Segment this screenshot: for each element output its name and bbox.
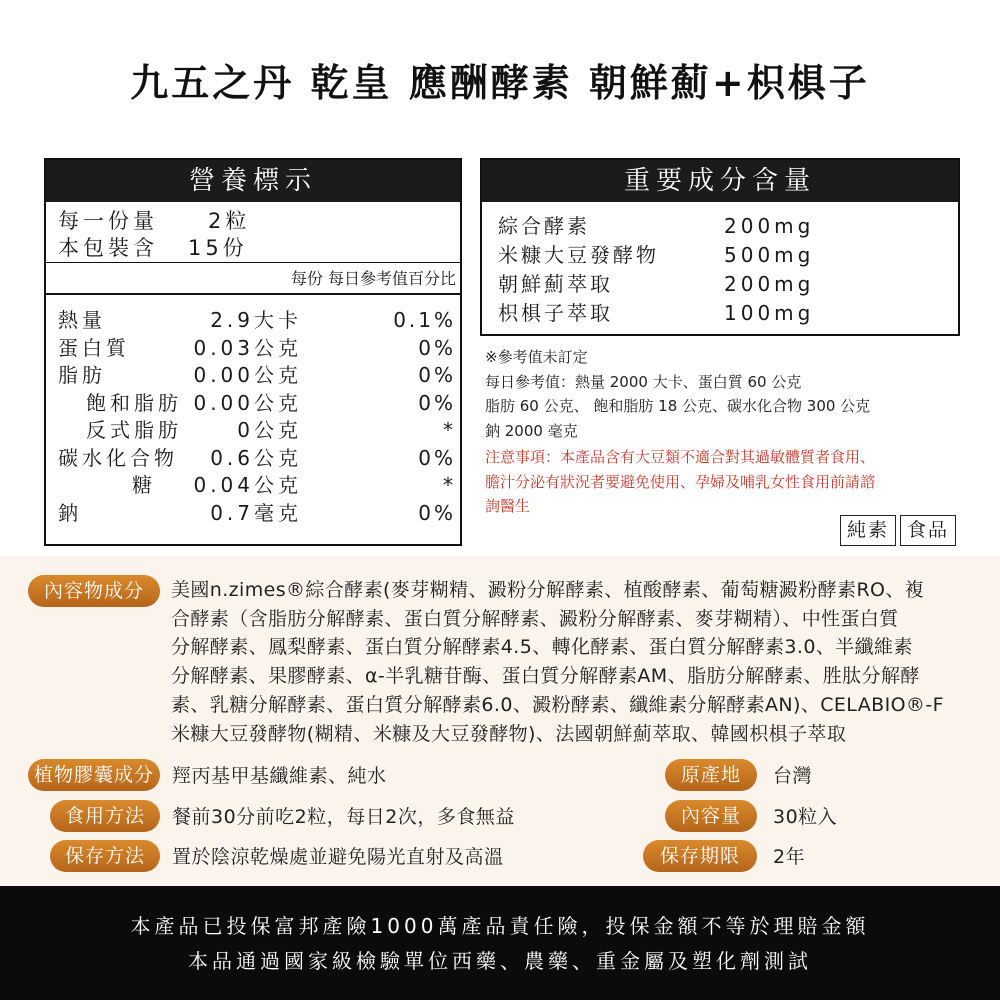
page-title: 九五之丹 乾皇 應酬酵素 朝鮮薊+枳椇子 bbox=[130, 61, 870, 105]
package-value: 15份 bbox=[188, 236, 248, 260]
nutrition-rows bbox=[46, 295, 460, 527]
nutrition-row bbox=[46, 417, 460, 445]
origin-label: 原產地 bbox=[665, 759, 757, 791]
nutrient-percent: * bbox=[443, 418, 456, 442]
contents-line: 分解酵素、果膠酵素、α-半乳糖苷酶、蛋白質分解酵素AM、脂肪分解酵素、胜肽分解酵 bbox=[171, 665, 920, 688]
nutrient-name: 鈉 bbox=[58, 500, 82, 525]
capsule-label: 植物膠囊成分 bbox=[28, 759, 160, 791]
capsule-value: 羥丙基甲基纖維素、純水 bbox=[172, 765, 387, 787]
food-tag: 食品 bbox=[900, 515, 956, 546]
nutrient-percent: 0.1% bbox=[393, 308, 456, 332]
nutrient-amount: 0.00公克 bbox=[193, 363, 302, 387]
serving-label: 每一份量 bbox=[58, 209, 158, 233]
ingredient-row bbox=[482, 212, 958, 241]
storage-label: 保存方法 bbox=[50, 840, 160, 872]
nutrient-percent: * bbox=[443, 473, 456, 497]
vegan-tag: 純素 bbox=[840, 515, 896, 546]
nutrient-amount: 2.9大卡 bbox=[210, 308, 302, 332]
nutrient-percent: 0% bbox=[418, 363, 456, 387]
reference-notes bbox=[485, 345, 965, 519]
ingredient-amount: 200mg bbox=[724, 214, 815, 238]
ingredient-row bbox=[482, 299, 958, 328]
nutrient-name: 飽和脂肪 bbox=[86, 390, 182, 415]
nutrient-name: 脂肪 bbox=[58, 363, 106, 387]
nutrient-percent: 0% bbox=[418, 500, 456, 525]
ingredient-amount: 200mg bbox=[724, 272, 815, 296]
nutrition-row bbox=[46, 335, 460, 363]
nutrient-name: 糖 bbox=[132, 473, 156, 497]
quantity-label: 內容量 bbox=[665, 800, 757, 832]
key-ingredients-panel bbox=[480, 158, 960, 336]
serving-info bbox=[46, 202, 460, 263]
nutrient-amount: 0.00公克 bbox=[193, 390, 302, 415]
nutrient-amount: 0.03公克 bbox=[193, 335, 302, 360]
warning-line: 注意事項：本產品含有大豆類不適合對其過敏體質者食用、 bbox=[485, 448, 876, 466]
quantity-value: 30粒入 bbox=[773, 806, 838, 828]
nutrition-row bbox=[46, 390, 460, 418]
nutrient-amount: 0.7毫克 bbox=[210, 500, 302, 525]
ingredient-row bbox=[482, 270, 958, 299]
contents-line: 素、乳糖分解酵素、蛋白質分解酵素6.0、澱粉酵素、纖維素分解酵素AN)、CELABIO®-F bbox=[171, 693, 944, 716]
insurance-text: 本產品已投保富邦產險1000萬產品責任險，投保金額不等於理賠金額 bbox=[130, 914, 870, 938]
serving-value: 2粒 bbox=[208, 209, 251, 233]
nutrition-facts-panel bbox=[44, 158, 462, 546]
contents-line: 米糠大豆發酵物(糊精、米糠及大豆發酵物)、法國朝鮮薊萃取、韓國枳椇子萃取 bbox=[171, 722, 847, 745]
nutrition-row bbox=[46, 307, 460, 335]
warning-line: 詢醫生 bbox=[485, 497, 531, 515]
contents-line: 合酵素（含脂肪分解酵素、蛋白質分解酵素、澱粉分解酵素、麥芽糊精）、中性蛋白質 bbox=[171, 607, 899, 630]
origin-value: 台灣 bbox=[773, 765, 813, 787]
footer-banner bbox=[0, 886, 1000, 1000]
ingredient-name: 綜合酵素 bbox=[498, 214, 590, 238]
note-line: 脂肪 60 公克、 飽和脂肪 18 公克、碳水化合物 300 公克 bbox=[485, 397, 871, 415]
shelf-life-label: 保存期限 bbox=[643, 840, 757, 872]
usage-label: 食用方法 bbox=[50, 800, 160, 832]
product-tags bbox=[840, 515, 956, 546]
usage-value: 餐前30分前吃2粒，每日2次，多食無益 bbox=[172, 806, 515, 828]
ingredient-name: 枳椇子萃取 bbox=[498, 301, 613, 325]
note-line: ※參考值未訂定 bbox=[485, 348, 588, 366]
nutrient-percent: 0% bbox=[418, 335, 456, 360]
note-line: 鈉 2000 毫克 bbox=[485, 421, 578, 440]
nutrition-column-header: 每份 每日參考值百分比 bbox=[46, 263, 460, 295]
testing-text: 本品通過國家級檢驗單位西藥、農藥、重金屬及塑化劑測試 bbox=[188, 949, 812, 973]
nutrient-name: 蛋白質 bbox=[58, 335, 130, 360]
nutrient-name: 反式脂肪 bbox=[86, 418, 182, 442]
nutrient-amount: 0.04公克 bbox=[193, 473, 302, 497]
nutrient-percent: 0% bbox=[418, 390, 456, 415]
nutrient-amount: 0公克 bbox=[237, 418, 302, 442]
contents-label: 內容物成分 bbox=[28, 575, 160, 607]
package-label: 本包裝含 bbox=[58, 236, 158, 260]
ingredient-amount: 100mg bbox=[724, 301, 815, 325]
ingredients-heading: 重要成分含量 bbox=[482, 160, 958, 202]
ingredient-amount: 500mg bbox=[724, 243, 815, 267]
ingredient-rows bbox=[482, 202, 958, 328]
nutrient-name: 熱量 bbox=[58, 308, 106, 332]
nutrient-name: 碳水化合物 bbox=[58, 445, 178, 470]
warning-line: 膽汁分泌有狀況者要避免使用、孕婦及哺乳女性食用前請諮 bbox=[485, 472, 876, 491]
nutrient-amount: 0.6公克 bbox=[210, 445, 302, 470]
ingredient-row bbox=[482, 241, 958, 270]
ingredient-name: 米糠大豆發酵物 bbox=[498, 243, 659, 267]
ingredient-name: 朝鮮薊萃取 bbox=[498, 272, 613, 296]
nutrition-row bbox=[46, 500, 460, 528]
nutrient-percent: 0% bbox=[418, 445, 456, 470]
contents-text bbox=[171, 576, 991, 748]
note-line: 每日參考值：熱量 2000 大卡、蛋白質 60 公克 bbox=[485, 372, 802, 391]
contents-line: 美國n.zimes®綜合酵素(麥芽糊精、澱粉分解酵素、植酸酵素、葡萄糖澱粉酵素RO、複 bbox=[171, 579, 925, 601]
shelf-life-value: 2年 bbox=[773, 846, 806, 868]
nutrition-heading: 營養標示 bbox=[46, 160, 460, 202]
contents-line: 分解酵素、鳳梨酵素、蛋白質分解酵素4.5、轉化酵素、蛋白質分解酵素3.0、半纖維素 bbox=[171, 636, 913, 659]
nutrition-row bbox=[46, 362, 460, 390]
nutrition-row bbox=[46, 472, 460, 500]
nutrition-row bbox=[46, 445, 460, 473]
storage-value: 置於陰涼乾燥處並避免陽光直射及高溫 bbox=[172, 846, 504, 868]
